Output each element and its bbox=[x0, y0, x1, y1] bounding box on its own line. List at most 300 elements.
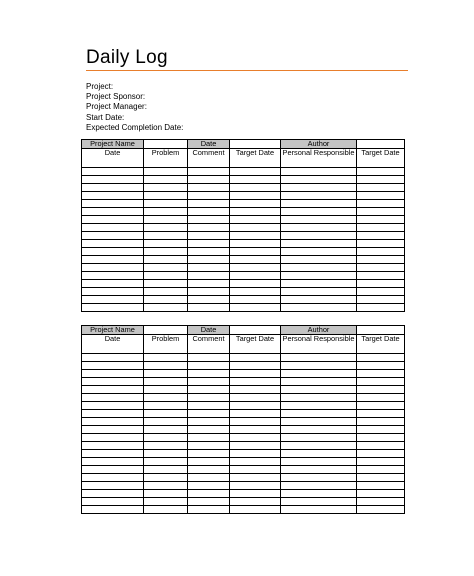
table-cell bbox=[82, 176, 144, 184]
table-cell bbox=[230, 192, 281, 200]
table-cell bbox=[82, 378, 144, 386]
table-cell bbox=[144, 304, 188, 312]
table-cell bbox=[82, 288, 144, 296]
table-cell bbox=[281, 498, 357, 506]
table-row bbox=[82, 394, 405, 402]
table-row bbox=[82, 208, 405, 216]
table-row bbox=[82, 410, 405, 418]
table-cell bbox=[230, 304, 281, 312]
table-cell bbox=[82, 272, 144, 280]
table-cell bbox=[281, 272, 357, 280]
table-cell bbox=[357, 288, 405, 296]
table-cell bbox=[357, 232, 405, 240]
table-cell bbox=[188, 506, 230, 514]
table-cell bbox=[357, 466, 405, 474]
table-cell bbox=[144, 264, 188, 272]
table-row bbox=[82, 434, 405, 442]
table-cell bbox=[281, 410, 357, 418]
table-cell bbox=[82, 296, 144, 304]
table-cell bbox=[82, 240, 144, 248]
table-cell bbox=[82, 232, 144, 240]
table-cell bbox=[144, 280, 188, 288]
table-cell bbox=[144, 288, 188, 296]
header-blank bbox=[357, 140, 405, 149]
table-cell bbox=[144, 240, 188, 248]
header-author: Author bbox=[281, 326, 357, 335]
table-cell bbox=[230, 264, 281, 272]
table-cell bbox=[82, 426, 144, 434]
table-cell bbox=[357, 272, 405, 280]
table-cell bbox=[82, 442, 144, 450]
table-cell bbox=[357, 474, 405, 482]
table-cell bbox=[144, 434, 188, 442]
table-cell bbox=[281, 232, 357, 240]
table-cell bbox=[144, 466, 188, 474]
table-cell bbox=[281, 280, 357, 288]
table-cell bbox=[144, 168, 188, 176]
table-cell bbox=[82, 370, 144, 378]
table-cell bbox=[144, 192, 188, 200]
table-cell bbox=[230, 410, 281, 418]
table-cell bbox=[188, 216, 230, 224]
table-cell bbox=[281, 442, 357, 450]
table-cell bbox=[144, 208, 188, 216]
table-cell bbox=[188, 410, 230, 418]
table-cell bbox=[188, 418, 230, 426]
table-cell bbox=[188, 442, 230, 450]
table-cell bbox=[144, 482, 188, 490]
table-cell bbox=[144, 248, 188, 256]
table-cell bbox=[281, 458, 357, 466]
table-cell bbox=[82, 168, 144, 176]
table-cell bbox=[82, 386, 144, 394]
table-cell bbox=[230, 362, 281, 370]
table-cell bbox=[188, 200, 230, 208]
table-cell bbox=[357, 434, 405, 442]
table-cell bbox=[230, 434, 281, 442]
table-cell bbox=[144, 256, 188, 264]
table-cell bbox=[188, 402, 230, 410]
table-cell bbox=[357, 208, 405, 216]
table-cell bbox=[357, 506, 405, 514]
table-row bbox=[82, 240, 405, 248]
table-cell bbox=[230, 474, 281, 482]
table-cell bbox=[357, 240, 405, 248]
table-cell bbox=[144, 200, 188, 208]
table-cell bbox=[230, 176, 281, 184]
project-fields bbox=[86, 82, 183, 133]
table-cell bbox=[144, 232, 188, 240]
table-cell bbox=[188, 264, 230, 272]
table-row bbox=[82, 264, 405, 272]
table-cell bbox=[281, 386, 357, 394]
table-cell bbox=[230, 506, 281, 514]
page-title: Daily Log bbox=[86, 47, 168, 68]
table-cell bbox=[144, 474, 188, 482]
table-cell bbox=[82, 434, 144, 442]
table-cell bbox=[357, 184, 405, 192]
table-row bbox=[82, 474, 405, 482]
header-blank bbox=[230, 140, 281, 149]
table-cell bbox=[144, 354, 188, 362]
table-cell bbox=[281, 256, 357, 264]
table-row bbox=[82, 490, 405, 498]
table-cell bbox=[82, 474, 144, 482]
table-cell bbox=[281, 208, 357, 216]
table-cell bbox=[281, 264, 357, 272]
table-cell bbox=[281, 378, 357, 386]
table-cell bbox=[281, 200, 357, 208]
table-cell bbox=[188, 256, 230, 264]
table-cell bbox=[281, 418, 357, 426]
table-cell bbox=[281, 296, 357, 304]
table-cell bbox=[82, 192, 144, 200]
table-cell bbox=[357, 192, 405, 200]
table-cell bbox=[144, 458, 188, 466]
table-cell bbox=[230, 450, 281, 458]
table-cell bbox=[230, 208, 281, 216]
table-row bbox=[82, 296, 405, 304]
header-blank bbox=[144, 326, 188, 335]
table-cell bbox=[281, 192, 357, 200]
table-cell bbox=[82, 264, 144, 272]
table-row bbox=[82, 200, 405, 208]
header-project-name: Project Name bbox=[82, 140, 144, 149]
table-header-top bbox=[82, 326, 405, 335]
header-date: Date bbox=[82, 335, 144, 354]
title-underline bbox=[86, 70, 408, 71]
table-cell bbox=[357, 200, 405, 208]
table-row bbox=[82, 248, 405, 256]
table-cell bbox=[281, 434, 357, 442]
table-cell bbox=[357, 354, 405, 362]
table-cell bbox=[82, 506, 144, 514]
table-cell bbox=[357, 248, 405, 256]
table-cell bbox=[82, 450, 144, 458]
table-cell bbox=[144, 442, 188, 450]
table-cell bbox=[230, 288, 281, 296]
table-cell bbox=[82, 466, 144, 474]
table-cell bbox=[230, 232, 281, 240]
table-cell bbox=[230, 394, 281, 402]
table-cell bbox=[188, 168, 230, 176]
table-cell bbox=[281, 482, 357, 490]
table-cell bbox=[188, 232, 230, 240]
table-cell bbox=[144, 296, 188, 304]
table-cell bbox=[230, 184, 281, 192]
table-cell bbox=[230, 296, 281, 304]
table-cell bbox=[230, 168, 281, 176]
table-cell bbox=[357, 362, 405, 370]
table-cell bbox=[144, 418, 188, 426]
table-cell bbox=[82, 362, 144, 370]
table-cell bbox=[281, 362, 357, 370]
table-cell bbox=[230, 370, 281, 378]
header-blank bbox=[357, 326, 405, 335]
table-cell bbox=[357, 256, 405, 264]
table-cell bbox=[230, 224, 281, 232]
table-row bbox=[82, 168, 405, 176]
table-cell bbox=[144, 410, 188, 418]
table-cell bbox=[188, 458, 230, 466]
table-cell bbox=[188, 482, 230, 490]
table-cell bbox=[82, 216, 144, 224]
log-table-1 bbox=[81, 139, 405, 312]
table-cell bbox=[82, 410, 144, 418]
table-cell bbox=[82, 490, 144, 498]
table-cell bbox=[230, 458, 281, 466]
table-cell bbox=[188, 272, 230, 280]
table-row bbox=[82, 304, 405, 312]
table-cell bbox=[188, 304, 230, 312]
table-cell bbox=[230, 402, 281, 410]
table-cell bbox=[230, 490, 281, 498]
table-cell bbox=[357, 442, 405, 450]
table-row bbox=[82, 232, 405, 240]
table-cell bbox=[188, 176, 230, 184]
table-cell bbox=[82, 184, 144, 192]
header-target-date: Target Date bbox=[230, 149, 281, 168]
table-cell bbox=[188, 224, 230, 232]
table-cell bbox=[144, 216, 188, 224]
table-cell bbox=[230, 280, 281, 288]
table-cell bbox=[281, 466, 357, 474]
table-cell bbox=[281, 506, 357, 514]
table-row bbox=[82, 224, 405, 232]
table-cell bbox=[144, 224, 188, 232]
table-cell bbox=[357, 498, 405, 506]
table-cell bbox=[82, 304, 144, 312]
header-target-date: Target Date bbox=[230, 335, 281, 354]
header-problem: Problem bbox=[144, 335, 188, 354]
table-cell bbox=[82, 280, 144, 288]
table-cell bbox=[82, 498, 144, 506]
table-cell bbox=[357, 370, 405, 378]
table-cell bbox=[82, 208, 144, 216]
table-row bbox=[82, 378, 405, 386]
table-cell bbox=[357, 418, 405, 426]
table-cell bbox=[357, 224, 405, 232]
table-row bbox=[82, 450, 405, 458]
header-target-date-2: Target Date bbox=[357, 335, 405, 354]
field-project: Project: bbox=[86, 82, 114, 91]
table-cell bbox=[188, 450, 230, 458]
table-cell bbox=[230, 216, 281, 224]
table-cell bbox=[281, 176, 357, 184]
table-cell bbox=[357, 386, 405, 394]
table-cell bbox=[230, 498, 281, 506]
table-cell bbox=[188, 386, 230, 394]
table-cell bbox=[144, 490, 188, 498]
header-project-name: Project Name bbox=[82, 326, 144, 335]
table-row bbox=[82, 386, 405, 394]
header-comment: Comment bbox=[188, 335, 230, 354]
header-date: Date bbox=[82, 149, 144, 168]
table-cell bbox=[188, 370, 230, 378]
table-row bbox=[82, 466, 405, 474]
table-row bbox=[82, 498, 405, 506]
table-cell bbox=[188, 426, 230, 434]
table-cell bbox=[82, 354, 144, 362]
table-cell bbox=[357, 264, 405, 272]
table-cell bbox=[357, 394, 405, 402]
header-date-top: Date bbox=[188, 326, 230, 335]
table-cell bbox=[82, 200, 144, 208]
table-cell bbox=[144, 498, 188, 506]
table-cell bbox=[188, 394, 230, 402]
table-cell bbox=[281, 216, 357, 224]
table-header-bottom bbox=[82, 335, 405, 354]
table-cell bbox=[144, 362, 188, 370]
table-cell bbox=[188, 434, 230, 442]
table-header-bottom bbox=[82, 149, 405, 168]
table-cell bbox=[144, 386, 188, 394]
table-cell bbox=[82, 256, 144, 264]
table-cell bbox=[82, 402, 144, 410]
header-personal-responsible: Personal Responsible bbox=[281, 335, 357, 354]
table-cell bbox=[281, 474, 357, 482]
table-cell bbox=[144, 272, 188, 280]
table-cell bbox=[188, 498, 230, 506]
table-cell bbox=[230, 442, 281, 450]
header-target-date-2: Target Date bbox=[357, 149, 405, 168]
table-cell bbox=[357, 402, 405, 410]
table-cell bbox=[230, 378, 281, 386]
table-cell bbox=[357, 482, 405, 490]
table-cell bbox=[188, 296, 230, 304]
field-start-date: Start Date: bbox=[86, 112, 125, 122]
table-cell bbox=[357, 490, 405, 498]
table-cell bbox=[188, 192, 230, 200]
table-cell bbox=[281, 248, 357, 256]
table-cell bbox=[230, 386, 281, 394]
table-row bbox=[82, 288, 405, 296]
table-cell bbox=[281, 224, 357, 232]
table-cell bbox=[357, 426, 405, 434]
header-blank bbox=[144, 140, 188, 149]
table-cell bbox=[230, 200, 281, 208]
table-cell bbox=[357, 168, 405, 176]
table-cell bbox=[230, 256, 281, 264]
table-cell bbox=[281, 240, 357, 248]
table-cell bbox=[357, 410, 405, 418]
table-cell bbox=[188, 466, 230, 474]
table-cell bbox=[230, 272, 281, 280]
table-cell bbox=[230, 418, 281, 426]
table-cell bbox=[188, 184, 230, 192]
table-row bbox=[82, 458, 405, 466]
table-row bbox=[82, 426, 405, 434]
table-cell bbox=[188, 208, 230, 216]
header-author: Author bbox=[281, 140, 357, 149]
table-cell bbox=[82, 458, 144, 466]
table-cell bbox=[357, 378, 405, 386]
log-table-2 bbox=[81, 325, 405, 514]
table-row bbox=[82, 370, 405, 378]
table-cell bbox=[82, 418, 144, 426]
table-cell bbox=[230, 482, 281, 490]
table-cell bbox=[188, 248, 230, 256]
field-project-sponsor: Project Sponsor: bbox=[86, 92, 146, 102]
table-cell bbox=[281, 184, 357, 192]
table-cell bbox=[357, 280, 405, 288]
table-cell bbox=[144, 506, 188, 514]
table-cell bbox=[357, 176, 405, 184]
table-cell bbox=[144, 450, 188, 458]
table-cell bbox=[357, 296, 405, 304]
header-blank bbox=[230, 326, 281, 335]
table-cell bbox=[144, 378, 188, 386]
table-row bbox=[82, 272, 405, 280]
table-cell bbox=[281, 450, 357, 458]
table-row bbox=[82, 176, 405, 184]
table-cell bbox=[188, 362, 230, 370]
table-cell bbox=[230, 466, 281, 474]
table-cell bbox=[230, 240, 281, 248]
table-cell bbox=[281, 402, 357, 410]
table-row bbox=[82, 256, 405, 264]
table-cell bbox=[281, 304, 357, 312]
table-cell bbox=[230, 248, 281, 256]
table-cell bbox=[357, 216, 405, 224]
table-row bbox=[82, 442, 405, 450]
table-cell bbox=[281, 354, 357, 362]
table-cell bbox=[144, 176, 188, 184]
header-comment: Comment bbox=[188, 149, 230, 168]
table-cell bbox=[281, 426, 357, 434]
field-expected-completion-date: Expected Completion Date: bbox=[86, 122, 184, 132]
table-cell bbox=[144, 426, 188, 434]
table-row bbox=[82, 280, 405, 288]
table-cell bbox=[357, 458, 405, 466]
table-row bbox=[82, 402, 405, 410]
table-row bbox=[82, 418, 405, 426]
table-row bbox=[82, 482, 405, 490]
table-cell bbox=[82, 224, 144, 232]
table-cell bbox=[82, 482, 144, 490]
header-personal-responsible: Personal Responsible bbox=[281, 149, 357, 168]
table-row bbox=[82, 192, 405, 200]
table-row bbox=[82, 216, 405, 224]
table-cell bbox=[281, 168, 357, 176]
table-cell bbox=[188, 288, 230, 296]
table-cell bbox=[188, 490, 230, 498]
table-cell bbox=[357, 304, 405, 312]
header-date-top: Date bbox=[188, 140, 230, 149]
table-cell bbox=[188, 378, 230, 386]
table-row bbox=[82, 362, 405, 370]
table-cell bbox=[144, 370, 188, 378]
table-cell bbox=[230, 426, 281, 434]
table-cell bbox=[281, 394, 357, 402]
table-cell bbox=[281, 288, 357, 296]
table-cell bbox=[144, 184, 188, 192]
table-cell bbox=[82, 248, 144, 256]
table-row bbox=[82, 184, 405, 192]
table-cell bbox=[281, 490, 357, 498]
table-cell bbox=[281, 370, 357, 378]
table-cell bbox=[144, 402, 188, 410]
table-cell bbox=[82, 394, 144, 402]
table-header-top bbox=[82, 140, 405, 149]
table-cell bbox=[188, 474, 230, 482]
table-cell bbox=[188, 240, 230, 248]
table-cell bbox=[188, 280, 230, 288]
table-cell bbox=[230, 354, 281, 362]
table-cell bbox=[188, 354, 230, 362]
table-row bbox=[82, 354, 405, 362]
table-row bbox=[82, 506, 405, 514]
